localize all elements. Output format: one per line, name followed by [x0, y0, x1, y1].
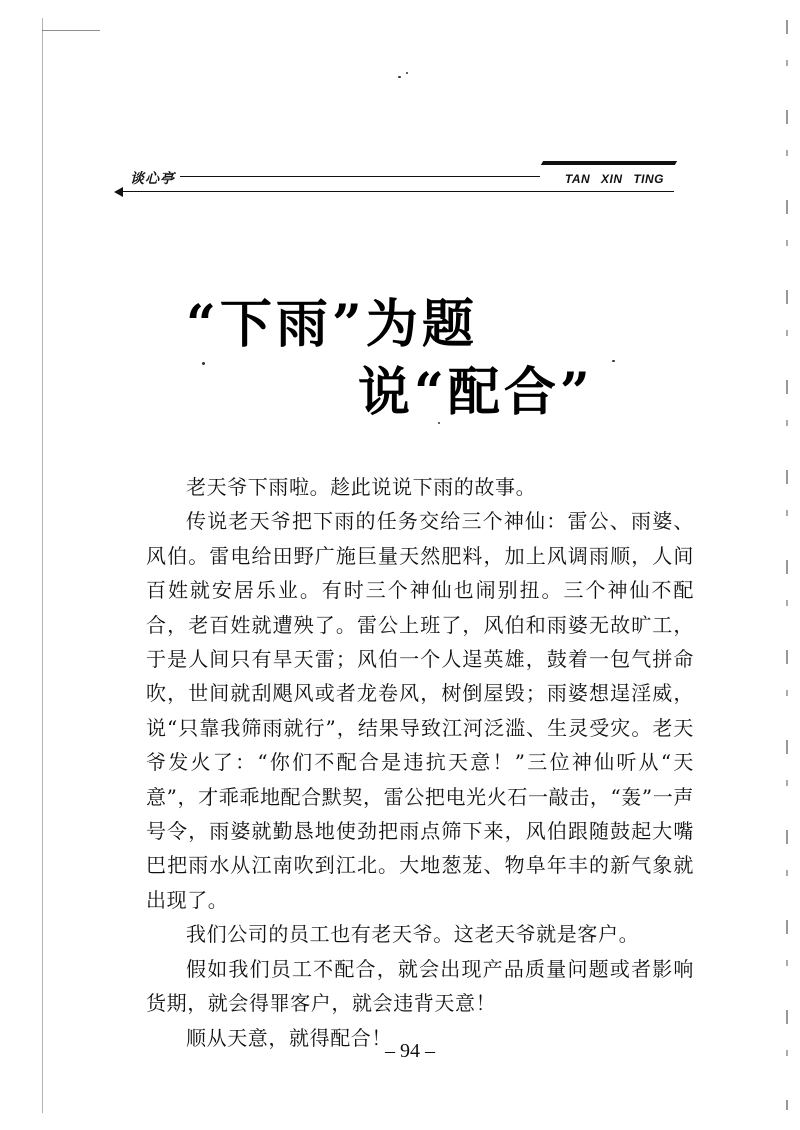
- running-header: [118, 158, 678, 198]
- article-title-line-1: “下雨”为题: [186, 294, 478, 355]
- scan-speck: [612, 360, 615, 362]
- scan-speck: [406, 72, 408, 74]
- header-rule-lower: [120, 191, 674, 192]
- column-name-latin: TAN XIN TING: [564, 172, 664, 186]
- article-title-line-2: 说“配合”: [358, 362, 594, 423]
- scan-border-right: [786, 20, 788, 1110]
- column-name: 谈心亭: [130, 171, 175, 187]
- paragraph: 传说老天爷把下雨的任务交给三个神仙：雷公、雨婆、风伯。雷电给田野广施巨量天然肥料，加上风调雨顺，人间百姓就安居乐业。有时三个神仙也闹别扭。三个神仙不配合，老百姓就遭殃了。雷公上班了，风伯和雨婆无故旷工，于是人间只有旱天雷；风伯一个人逞英雄，鼓着一包气拼命吹，世间就刮飓风或者龙卷风，树倒屋毁；雨婆想逞淫威，说“只靠我筛雨就行”，结果导致江河泛滥、生灵受灾。老天爷发火了：“你们不配合是违抗天意！”三位神仙听从“天意”，才乖乖地配合默契，雷公把电光火石一敲击，“轰”一声号令，雨婆就勤恳地使劲把雨点筛下来，风伯跟随鼓起大嘴巴把雨水从江南吹到江北。大地葱茏、物阜年丰的新气象就出现了。: [146, 509, 694, 912]
- header-rule: [180, 176, 540, 177]
- scan-border-left: [42, 18, 43, 1113]
- paragraph: 老天爷下雨啦。趁此说说下雨的故事。: [186, 475, 537, 499]
- page-number: – 94 –: [385, 1040, 435, 1062]
- article-body: [146, 470, 694, 1055]
- paragraph: 假如我们员工不配合，就会出现产品质量问题或者影响货期，就会得罪客户，就会违背天意！: [146, 956, 694, 1016]
- paragraph: 顺从天意，就得配合！: [186, 1025, 392, 1050]
- scan-speck: [398, 76, 401, 78]
- header-arrow-icon: [114, 187, 123, 197]
- scan-border-top: [42, 30, 100, 31]
- scan-speck: [202, 362, 205, 365]
- paragraph: 我们公司的员工也有老天爷。这老天爷就是客户。: [186, 922, 640, 947]
- header-rule-bar: [541, 161, 677, 165]
